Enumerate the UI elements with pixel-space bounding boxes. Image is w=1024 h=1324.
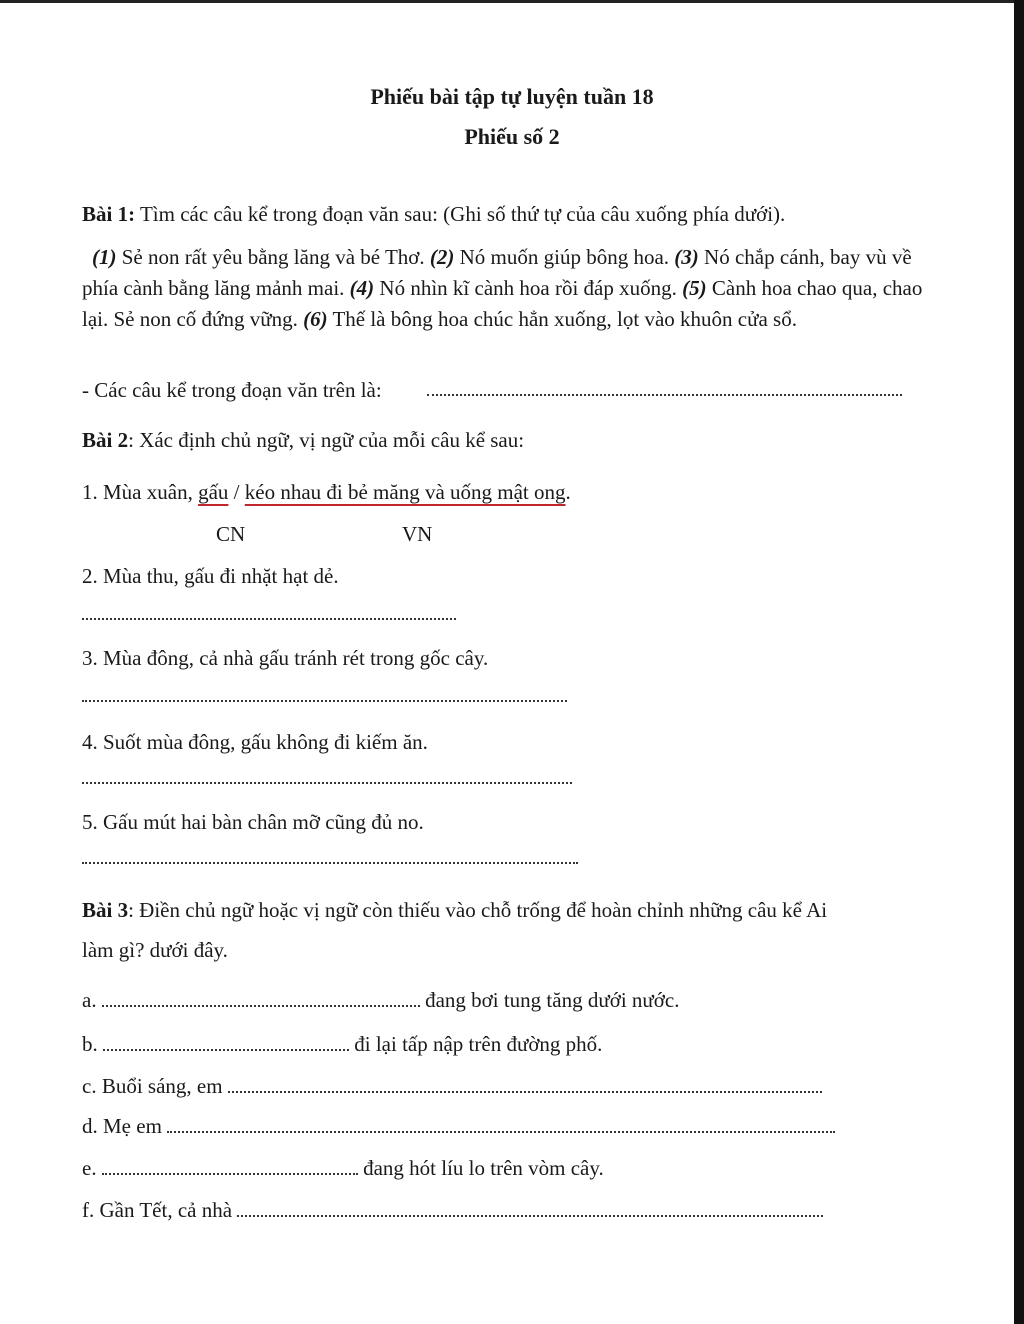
sentence-number: (6) <box>303 307 328 331</box>
sentence-number: (2) <box>429 245 455 269</box>
sentence-number: (1) <box>92 245 117 269</box>
example-predicate: kéo nhau đi bẻ măng và uống mật ong <box>244 480 566 504</box>
example-prefix: 1. Mùa xuân, <box>82 480 199 504</box>
sentence-number: (3) <box>674 245 699 269</box>
item-a-text: đang bơi tung tăng dưới nước. <box>425 988 680 1012</box>
example-subject: gấu <box>198 480 229 504</box>
item-f-blank[interactable] <box>237 1201 823 1217</box>
bai3-item-a <box>82 988 679 1013</box>
sentence-text: Sẻ non rất yêu bằng lăng và bé Thơ. <box>116 245 430 269</box>
item-e-label: e. <box>82 1156 97 1180</box>
item-b-text: đi lại tấp nập trên đường phố. <box>354 1032 603 1056</box>
bai3-instruction-1: : Điền chủ ngữ hoặc vị ngữ còn thiếu vào chỗ trống để hoàn chỉnh những câu kể Ai <box>128 898 828 922</box>
item-f-text: f. Gần Tết, cả nhà <box>82 1198 233 1222</box>
item-a-blank[interactable] <box>102 991 420 1007</box>
item-b-blank[interactable] <box>103 1035 349 1051</box>
sentence-text: Nó muốn giúp bông hoa. <box>454 245 675 269</box>
bai3-item-f <box>82 1198 823 1223</box>
bai3-item-d <box>82 1114 835 1139</box>
bai2-instruction: : Xác định chủ ngữ, vị ngữ của mỗi câu kể sau: <box>128 428 525 452</box>
sentence-number: (5) <box>682 276 707 300</box>
bai2-item-3: 3. Mùa đông, cả nhà gấu tránh rét trong gốc cây. <box>82 646 489 670</box>
sentence-number: (4) <box>349 276 375 300</box>
item-c-text: c. Buổi sáng, em <box>82 1074 223 1098</box>
sentence-text: Cành hoa chao qua, chao lại. Sẻ non cố đứng vững. <box>82 276 923 331</box>
example-separator: / <box>228 480 245 504</box>
window-right-border <box>1014 0 1024 1324</box>
item-a-label: a. <box>82 988 97 1012</box>
item-e-blank[interactable] <box>102 1159 358 1175</box>
bai1-passage <box>82 242 942 335</box>
bai2-label: Bài 2 <box>82 428 129 452</box>
bai3-item-c <box>82 1074 822 1099</box>
bai1-instruction: Tìm các câu kể trong đoạn văn sau: (Ghi số thứ tự của câu xuống phía dưới). <box>139 202 786 226</box>
bai2-heading <box>82 428 524 453</box>
bai2-answer-line-5[interactable] <box>82 862 578 864</box>
sentence-text: Thế là bông hoa chúc hẳn xuống, lọt vào khuôn cửa sổ. <box>327 307 797 331</box>
item-b-label: b. <box>82 1032 98 1056</box>
bai3-item-e <box>82 1156 604 1181</box>
cn-label: CN <box>216 522 246 546</box>
bai2-answer-line-3[interactable] <box>82 700 567 702</box>
item-d-blank[interactable] <box>167 1117 835 1133</box>
worksheet-title: Phiếu bài tập tự luyện tuần 18 <box>370 84 654 109</box>
sentence-text: Nó chắp cánh, bay vù về phía cành bằng lăng mảnh mai. <box>82 245 912 300</box>
bai1-label: Bài 1: <box>82 202 136 226</box>
sentence-text: Nó nhìn kĩ cành hoa rồi đáp xuống. <box>374 276 683 300</box>
window-top-border <box>0 0 1024 3</box>
item-d-text: d. Mẹ em <box>82 1114 162 1138</box>
bai1-heading <box>82 202 785 227</box>
bai3-label: Bài 3 <box>82 898 129 922</box>
bai1-answer-prompt: - Các câu kể trong đoạn văn trên là: <box>82 378 382 402</box>
bai2-answer-line-4[interactable] <box>82 782 572 784</box>
bai2-example <box>82 480 571 505</box>
bai2-item-5: 5. Gấu mút hai bàn chân mỡ cũng đủ no. <box>82 810 424 834</box>
example-end: . <box>565 480 571 504</box>
vn-label: VN <box>402 522 433 546</box>
bai2-answer-line-2[interactable] <box>82 618 456 620</box>
bai3-item-b <box>82 1032 602 1057</box>
worksheet-subtitle: Phiếu số 2 <box>464 124 560 149</box>
item-e-text: đang hót líu lo trên vòm cây. <box>363 1156 604 1180</box>
bai2-item-2: 2. Mùa thu, gấu đi nhặt hạt dẻ. <box>82 564 339 588</box>
bai2-item-4: 4. Suốt mùa đông, gấu không đi kiếm ăn. <box>82 730 428 754</box>
bai1-answer-line[interactable] <box>427 394 902 396</box>
bai3-heading <box>82 898 827 923</box>
item-c-blank[interactable] <box>228 1077 822 1093</box>
bai3-instruction-2: làm gì? dưới đây. <box>82 938 228 962</box>
